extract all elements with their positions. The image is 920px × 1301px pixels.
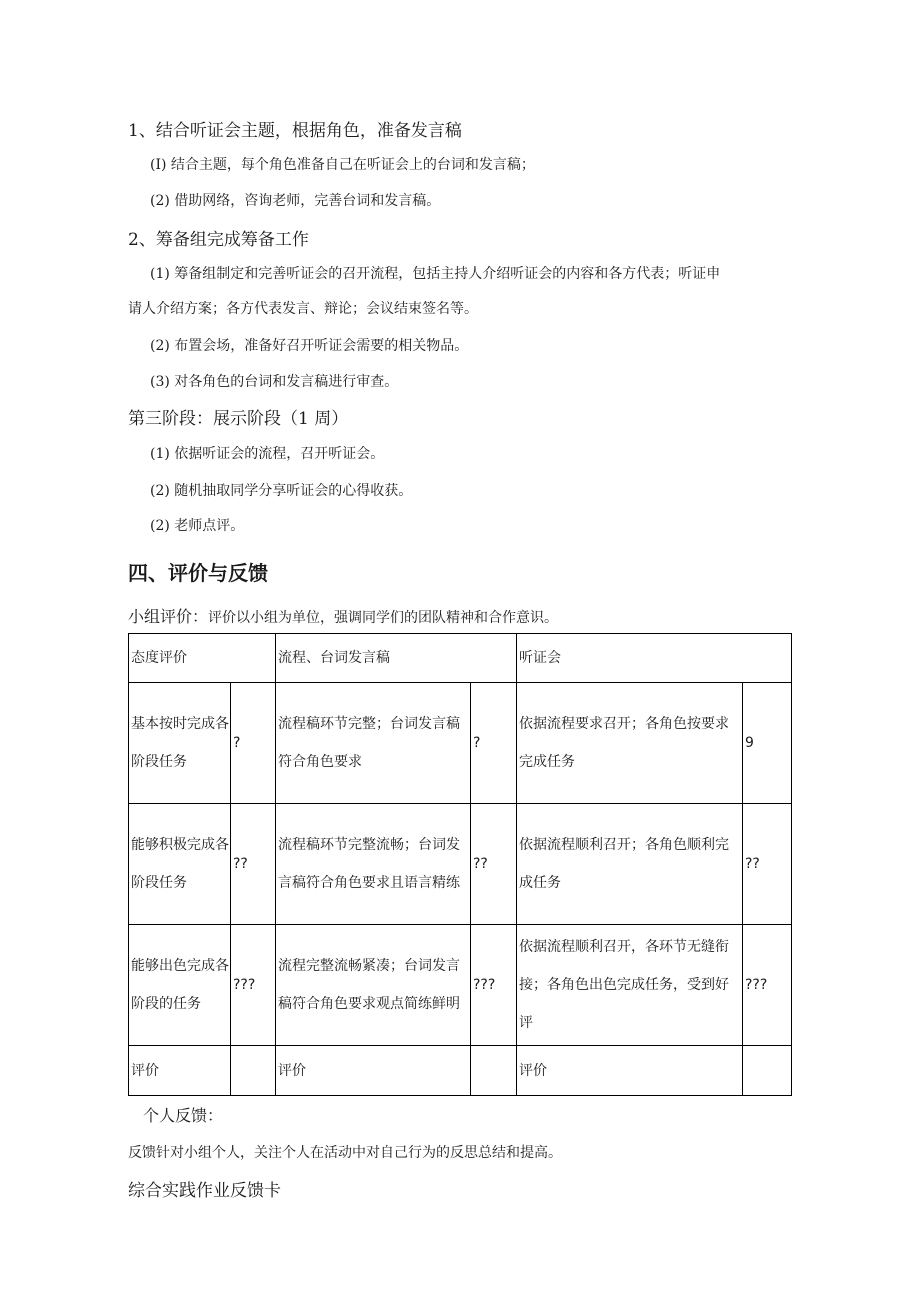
- footer-script-label: 评价: [276, 1046, 471, 1096]
- cell-script-score: ???: [471, 925, 517, 1046]
- personal-feedback-label: 个人反馈：: [143, 1106, 224, 1125]
- footer-hearing-label: 评价: [517, 1046, 743, 1096]
- header-attitude: 态度评价: [129, 634, 276, 683]
- cell-attitude: [129, 925, 231, 1046]
- group-eval-label: 小组评价：: [128, 607, 209, 626]
- cell-text: 依据流程要求召开；各角色按要求完成任务: [519, 716, 729, 770]
- personal-feedback-text: 反馈针对小组个人，关注个人在活动中对自己行为的反思总结和提高。: [128, 1145, 562, 1161]
- cell-attitude-score: ???: [231, 925, 276, 1046]
- cell-script: [276, 683, 471, 804]
- group-eval-text: 评价以小组为单位，强调同学们的团队精神和合作意识。: [208, 610, 559, 626]
- cell-text: 流程稿环节完整；台词发言稿符合角色要求: [278, 716, 460, 770]
- cell-text: 能够积极完成各阶段任务: [131, 837, 229, 891]
- footer-script-value: [471, 1046, 517, 1096]
- cell-hearing-score: ???: [743, 925, 792, 1046]
- cell-attitude: [129, 683, 231, 804]
- section-3-item-3: (2) 老师点评。: [150, 518, 245, 534]
- table-row: [129, 925, 792, 1046]
- footer-attitude-value: [231, 1046, 276, 1096]
- section-2-title: 2、筹备组完成筹备工作: [128, 230, 309, 250]
- table-row: [129, 804, 792, 925]
- cell-hearing-score: ??: [743, 804, 792, 925]
- header-script: 流程、台词发言稿: [276, 634, 517, 683]
- cell-script: [276, 804, 471, 925]
- section-3-item-1: (1) 依据听证会的流程，召开听证会。: [150, 446, 385, 462]
- cell-script-score: ?: [471, 683, 517, 804]
- cell-hearing: [517, 925, 743, 1046]
- feedback-card-title: 综合实践作业反馈卡: [128, 1181, 281, 1201]
- header-hearing: 听证会: [517, 634, 792, 683]
- section-2-item-3: (3) 对各角色的台词和发言稿进行审查。: [150, 374, 399, 390]
- cell-attitude-score: ?: [231, 683, 276, 804]
- evaluation-table: [128, 633, 792, 1096]
- cell-hearing-score: 9: [743, 683, 792, 804]
- section-1-item-2: (2) 借助网络，咨询老师，完善台词和发言稿。: [150, 193, 441, 209]
- cell-text: 基本按时完成各阶段任务: [131, 716, 229, 770]
- table-footer-row: [129, 1046, 792, 1096]
- cell-text: 流程完整流畅紧凑；台词发言稿符合角色要求观点简练鲜明: [278, 958, 460, 1012]
- group-eval-line: [128, 604, 558, 627]
- section-2-item-1-line-1: (1) 筹备组制定和完善听证会的召开流程，包括主持人介绍听证会的内容和各方代表；听证申: [150, 266, 721, 282]
- section-1-title: 1、结合听证会主题，根据角色，准备发言稿: [128, 121, 462, 141]
- cell-attitude-score: ??: [231, 804, 276, 925]
- cell-text: 能够出色完成各阶段的任务: [131, 958, 229, 1012]
- cell-text: 依据流程顺利召开，各环节无缝衔接；各角色出色完成任务，受到好评: [519, 939, 729, 1031]
- cell-text: 流程稿环节完整流畅；台词发言稿符合角色要求且语言精练: [278, 837, 460, 891]
- section-2-item-1-line-2: 请人介绍方案；各方代表发言、辩论；会议结束签名等。: [128, 301, 478, 317]
- footer-hearing-value: [743, 1046, 792, 1096]
- cell-script-score: ??: [471, 804, 517, 925]
- cell-script: [276, 925, 471, 1046]
- section-3-item-2: (2) 随机抽取同学分享听证会的心得收获。: [150, 483, 413, 499]
- cell-hearing: [517, 683, 743, 804]
- cell-text: 依据流程顺利召开；各角色顺利完成任务: [519, 837, 729, 891]
- heading-evaluation-feedback: 四、评价与反馈: [128, 561, 268, 585]
- section-3-title: 第三阶段：展示阶段（1 周）: [128, 409, 349, 429]
- table-header-row: [129, 634, 792, 683]
- section-2-item-2: (2) 布置会场，准备好召开听证会需要的相关物品。: [150, 338, 469, 354]
- section-1-item-1: (I) 结合主题，每个角色准备自己在听证会上的台词和发言稿；: [150, 157, 535, 173]
- table-row: [129, 683, 792, 804]
- cell-attitude: [129, 804, 231, 925]
- cell-hearing: [517, 804, 743, 925]
- footer-attitude-label: 评价: [129, 1046, 231, 1096]
